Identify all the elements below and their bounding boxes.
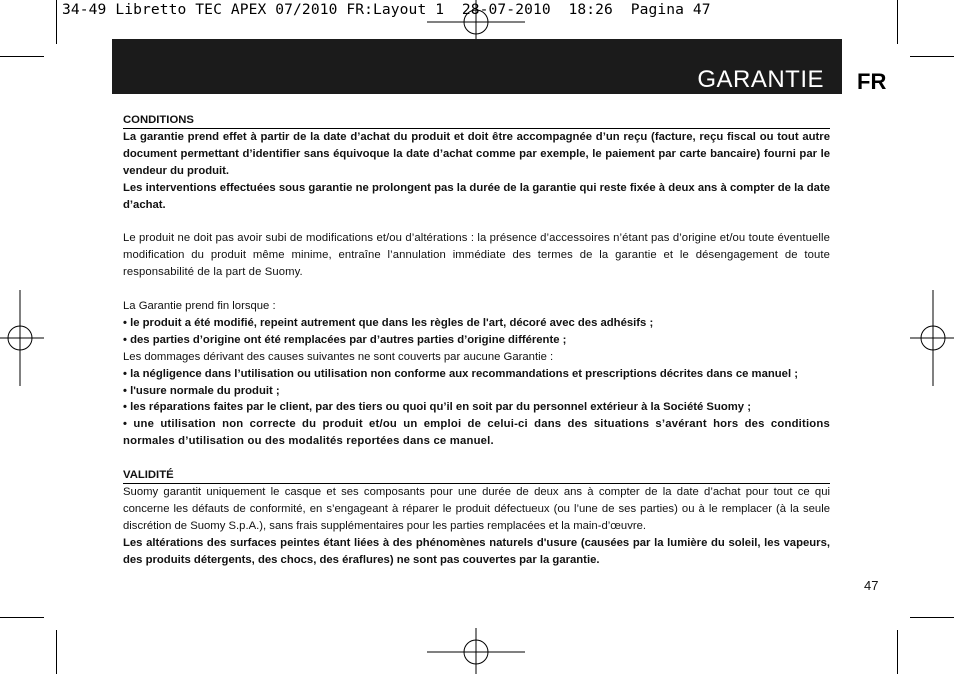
damage-item: • une utilisation non correcte du produit et/ou un emploi de celui-ci dans des situations s’avérant hors des conditions normales d’utilisation ou des modalités reportées dans ce manuel. <box>123 418 830 448</box>
damage-item: • la négligence dans l’utilisation ou utilisation non conforme aux recommandations et prescriptions décrites dans ce manuel ; <box>123 367 799 380</box>
crop-mark-top-left-v <box>56 0 57 44</box>
crop-mark-top-right-v <box>897 0 898 44</box>
title-banner <box>112 39 842 94</box>
damage-item: • l'usure normale du produit ; <box>123 384 280 397</box>
page-number: 47 <box>864 578 879 593</box>
section-heading-conditions: CONDITIONS <box>123 112 830 129</box>
crop-mark-top-right-h <box>910 56 954 57</box>
damage-intro: Les dommages dérivant des causes suivantes ne sont couverts par aucune Garantie : <box>123 350 554 363</box>
main-content <box>123 112 830 569</box>
registration-mark-left <box>0 290 44 386</box>
validity-paragraph-2: Les altérations des surfaces peintes étant liées à des phénomènes naturels d'usure (causées par la lumière du soleil, les vapeurs, des produits détergents, des chocs, des éraflures) ne sont pas couvertes par la garantie. <box>123 536 830 566</box>
crop-mark-bottom-left-h <box>0 617 44 618</box>
conditions-paragraph-2: Les interventions effectuées sous garantie ne prolongent pas la durée de la garantie qui reste fixée à deux ans à compter de la date d’achat. <box>123 181 830 211</box>
warranty-end-item: • des parties d’origine ont été remplacées par d’autres parties d’origine différente ; <box>123 333 567 346</box>
language-code: FR <box>857 69 887 94</box>
warranty-end-item: • le produit a été modifié, repeint autrement que dans les règles de l'art, décoré avec des adhésifs ; <box>123 316 654 329</box>
conditions-paragraph-3: Le produit ne doit pas avoir subi de modifications et/ou d’altérations : la présence d’accessoires n’étant pas d’origine et/ou toute éventuelle modification du produit même minime, entraîne l’annulation immédiate des termes de la garantie et le désengagement de toute responsabilité de la part de Suomy. <box>123 232 830 279</box>
registration-mark-right <box>910 290 954 386</box>
registration-mark-bottom <box>427 628 527 674</box>
page-title: GARANTIE <box>697 66 824 93</box>
section-heading-validity: VALIDITÉ <box>123 467 830 484</box>
crop-mark-bottom-right-v <box>897 630 898 674</box>
crop-mark-top-left-h <box>0 56 44 57</box>
damage-item: • les réparations faites par le client, par des tiers ou quoi qu’il en soit par du personnel extérieur à la Société Suomy ; <box>123 401 751 414</box>
conditions-paragraph-1: La garantie prend effet à partir de la date d’achat du produit et doit être accompagnée d’un reçu (facture, reçu fiscal ou tout autre document permettant d’identifier sans équivoque la date d’achat comme par exemple, le paiement par carte bancaire) fourni par le vendeur du produit. <box>123 131 830 177</box>
validity-paragraph-1: Suomy garantit uniquement le casque et ses composants pour une durée de deux ans à compter de la date d’achat pour tout ce qui concerne les défauts de conformité, en s’engageant à réparer le produit défectueux (ou l’une de ses parties) ou à le remplacer (à la seule discrétion de Suomy S.p.A.), sans frais supplémentaires pour les parties remplacées et la main-d’œuvre. <box>123 486 830 532</box>
crop-mark-bottom-right-h <box>910 617 954 618</box>
print-header: 34-49 Libretto TEC APEX 07/2010 FR:Layout 1 28-07-2010 18:26 Pagina 47 <box>62 1 711 18</box>
warranty-end-intro: La Garantie prend fin lorsque : <box>123 300 276 313</box>
crop-mark-bottom-left-v <box>56 630 57 674</box>
